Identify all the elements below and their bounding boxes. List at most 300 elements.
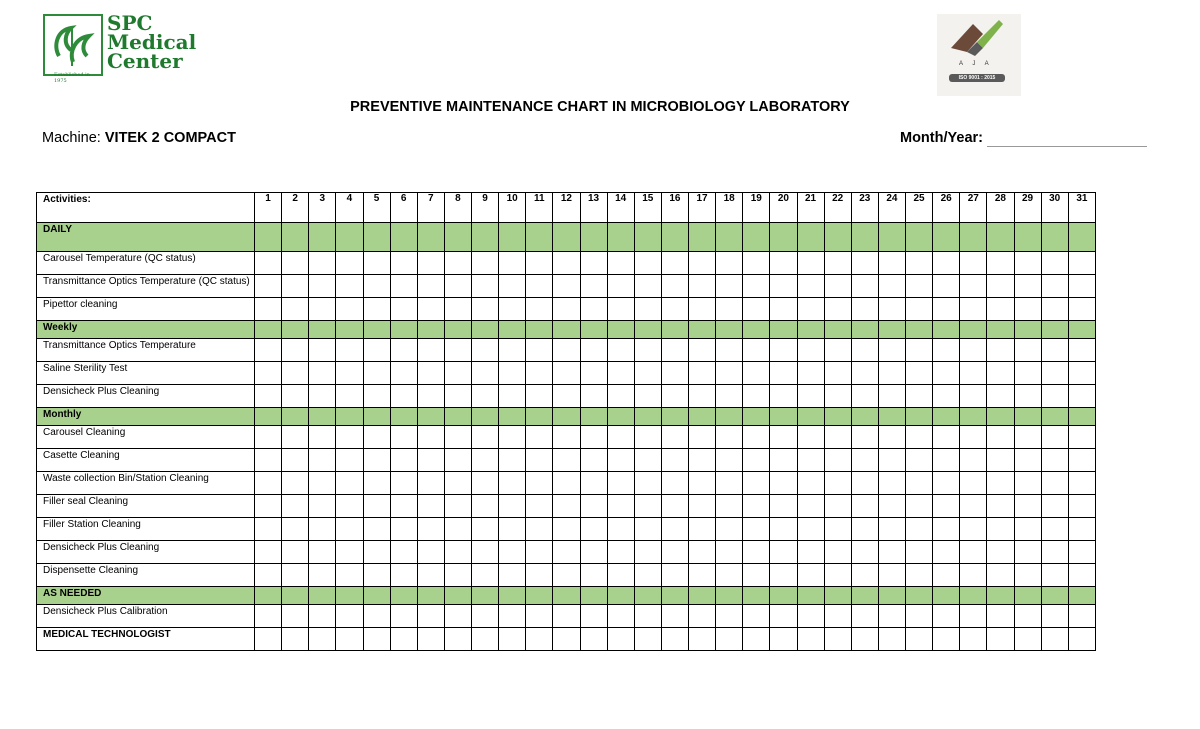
check-cell[interactable] (309, 385, 336, 408)
check-cell[interactable] (417, 472, 444, 495)
check-cell[interactable] (607, 518, 634, 541)
check-cell[interactable] (878, 541, 905, 564)
check-cell[interactable] (1068, 564, 1095, 587)
check-cell[interactable] (472, 385, 499, 408)
check-cell[interactable] (499, 385, 526, 408)
check-cell[interactable] (363, 564, 390, 587)
check-cell[interactable] (363, 472, 390, 495)
check-cell[interactable] (1068, 426, 1095, 449)
check-cell[interactable] (1014, 339, 1041, 362)
check-cell[interactable] (661, 541, 688, 564)
check-cell[interactable] (933, 472, 960, 495)
check-cell[interactable] (878, 385, 905, 408)
check-cell[interactable] (255, 298, 282, 321)
check-cell[interactable] (472, 298, 499, 321)
check-cell[interactable] (526, 339, 553, 362)
check-cell[interactable] (553, 362, 580, 385)
check-cell[interactable] (1014, 426, 1041, 449)
check-cell[interactable] (444, 495, 471, 518)
check-cell[interactable] (824, 564, 851, 587)
check-cell[interactable] (770, 495, 797, 518)
check-cell[interactable] (661, 472, 688, 495)
check-cell[interactable] (444, 426, 471, 449)
check-cell[interactable] (417, 252, 444, 275)
check-cell[interactable] (933, 385, 960, 408)
check-cell[interactable] (309, 339, 336, 362)
check-cell[interactable] (743, 298, 770, 321)
check-cell[interactable] (878, 426, 905, 449)
check-cell[interactable] (960, 605, 987, 628)
month-year-input-line[interactable] (987, 146, 1147, 147)
check-cell[interactable] (417, 518, 444, 541)
check-cell[interactable] (987, 605, 1014, 628)
check-cell[interactable] (1041, 628, 1068, 651)
check-cell[interactable] (716, 298, 743, 321)
check-cell[interactable] (906, 339, 933, 362)
check-cell[interactable] (906, 518, 933, 541)
check-cell[interactable] (580, 252, 607, 275)
check-cell[interactable] (906, 541, 933, 564)
check-cell[interactable] (1068, 339, 1095, 362)
check-cell[interactable] (363, 275, 390, 298)
check-cell[interactable] (851, 628, 878, 651)
check-cell[interactable] (255, 252, 282, 275)
check-cell[interactable] (309, 449, 336, 472)
check-cell[interactable] (851, 298, 878, 321)
check-cell[interactable] (553, 339, 580, 362)
check-cell[interactable] (689, 252, 716, 275)
check-cell[interactable] (417, 362, 444, 385)
check-cell[interactable] (851, 564, 878, 587)
check-cell[interactable] (689, 362, 716, 385)
check-cell[interactable] (282, 495, 309, 518)
check-cell[interactable] (851, 362, 878, 385)
check-cell[interactable] (607, 628, 634, 651)
check-cell[interactable] (797, 298, 824, 321)
check-cell[interactable] (1014, 541, 1041, 564)
check-cell[interactable] (363, 362, 390, 385)
check-cell[interactable] (472, 605, 499, 628)
check-cell[interactable] (987, 541, 1014, 564)
check-cell[interactable] (255, 339, 282, 362)
check-cell[interactable] (553, 275, 580, 298)
check-cell[interactable] (1041, 564, 1068, 587)
check-cell[interactable] (580, 385, 607, 408)
check-cell[interactable] (472, 564, 499, 587)
check-cell[interactable] (499, 298, 526, 321)
check-cell[interactable] (661, 252, 688, 275)
check-cell[interactable] (1014, 628, 1041, 651)
check-cell[interactable] (824, 298, 851, 321)
check-cell[interactable] (1014, 518, 1041, 541)
check-cell[interactable] (716, 564, 743, 587)
check-cell[interactable] (282, 385, 309, 408)
check-cell[interactable] (336, 605, 363, 628)
check-cell[interactable] (851, 495, 878, 518)
check-cell[interactable] (472, 472, 499, 495)
check-cell[interactable] (580, 298, 607, 321)
check-cell[interactable] (607, 541, 634, 564)
check-cell[interactable] (1041, 298, 1068, 321)
check-cell[interactable] (1068, 518, 1095, 541)
check-cell[interactable] (634, 298, 661, 321)
check-cell[interactable] (526, 362, 553, 385)
check-cell[interactable] (336, 275, 363, 298)
check-cell[interactable] (444, 298, 471, 321)
check-cell[interactable] (960, 426, 987, 449)
check-cell[interactable] (363, 385, 390, 408)
check-cell[interactable] (553, 564, 580, 587)
check-cell[interactable] (933, 362, 960, 385)
check-cell[interactable] (770, 339, 797, 362)
check-cell[interactable] (1041, 472, 1068, 495)
check-cell[interactable] (607, 362, 634, 385)
check-cell[interactable] (1041, 385, 1068, 408)
check-cell[interactable] (824, 426, 851, 449)
check-cell[interactable] (472, 275, 499, 298)
check-cell[interactable] (526, 426, 553, 449)
check-cell[interactable] (282, 275, 309, 298)
check-cell[interactable] (824, 541, 851, 564)
check-cell[interactable] (1041, 426, 1068, 449)
check-cell[interactable] (444, 385, 471, 408)
check-cell[interactable] (417, 426, 444, 449)
check-cell[interactable] (336, 362, 363, 385)
check-cell[interactable] (607, 495, 634, 518)
check-cell[interactable] (933, 252, 960, 275)
check-cell[interactable] (960, 298, 987, 321)
check-cell[interactable] (499, 362, 526, 385)
check-cell[interactable] (960, 472, 987, 495)
check-cell[interactable] (770, 362, 797, 385)
check-cell[interactable] (960, 628, 987, 651)
check-cell[interactable] (661, 275, 688, 298)
check-cell[interactable] (689, 564, 716, 587)
check-cell[interactable] (634, 385, 661, 408)
check-cell[interactable] (526, 495, 553, 518)
check-cell[interactable] (770, 449, 797, 472)
check-cell[interactable] (906, 628, 933, 651)
check-cell[interactable] (797, 252, 824, 275)
check-cell[interactable] (1068, 298, 1095, 321)
check-cell[interactable] (933, 628, 960, 651)
check-cell[interactable] (526, 541, 553, 564)
check-cell[interactable] (824, 495, 851, 518)
check-cell[interactable] (987, 564, 1014, 587)
check-cell[interactable] (417, 298, 444, 321)
check-cell[interactable] (309, 518, 336, 541)
check-cell[interactable] (526, 385, 553, 408)
check-cell[interactable] (580, 541, 607, 564)
check-cell[interactable] (987, 362, 1014, 385)
check-cell[interactable] (906, 362, 933, 385)
check-cell[interactable] (390, 518, 417, 541)
check-cell[interactable] (282, 518, 309, 541)
check-cell[interactable] (634, 495, 661, 518)
check-cell[interactable] (743, 541, 770, 564)
check-cell[interactable] (716, 449, 743, 472)
check-cell[interactable] (499, 495, 526, 518)
check-cell[interactable] (255, 426, 282, 449)
check-cell[interactable] (960, 518, 987, 541)
check-cell[interactable] (607, 385, 634, 408)
check-cell[interactable] (1068, 362, 1095, 385)
check-cell[interactable] (390, 339, 417, 362)
check-cell[interactable] (689, 339, 716, 362)
check-cell[interactable] (878, 298, 905, 321)
check-cell[interactable] (499, 449, 526, 472)
check-cell[interactable] (878, 518, 905, 541)
check-cell[interactable] (689, 495, 716, 518)
check-cell[interactable] (743, 339, 770, 362)
check-cell[interactable] (282, 362, 309, 385)
check-cell[interactable] (444, 275, 471, 298)
check-cell[interactable] (580, 275, 607, 298)
check-cell[interactable] (444, 518, 471, 541)
check-cell[interactable] (878, 495, 905, 518)
check-cell[interactable] (390, 298, 417, 321)
check-cell[interactable] (797, 472, 824, 495)
check-cell[interactable] (797, 564, 824, 587)
check-cell[interactable] (878, 339, 905, 362)
check-cell[interactable] (960, 339, 987, 362)
check-cell[interactable] (1014, 564, 1041, 587)
check-cell[interactable] (1014, 298, 1041, 321)
check-cell[interactable] (960, 385, 987, 408)
check-cell[interactable] (878, 605, 905, 628)
check-cell[interactable] (363, 298, 390, 321)
check-cell[interactable] (363, 449, 390, 472)
check-cell[interactable] (309, 628, 336, 651)
check-cell[interactable] (363, 628, 390, 651)
check-cell[interactable] (634, 628, 661, 651)
check-cell[interactable] (824, 385, 851, 408)
check-cell[interactable] (607, 605, 634, 628)
check-cell[interactable] (1068, 605, 1095, 628)
check-cell[interactable] (607, 564, 634, 587)
check-cell[interactable] (987, 385, 1014, 408)
check-cell[interactable] (499, 541, 526, 564)
check-cell[interactable] (851, 472, 878, 495)
check-cell[interactable] (336, 426, 363, 449)
check-cell[interactable] (1068, 275, 1095, 298)
check-cell[interactable] (417, 541, 444, 564)
check-cell[interactable] (770, 252, 797, 275)
check-cell[interactable] (1068, 385, 1095, 408)
check-cell[interactable] (743, 495, 770, 518)
check-cell[interactable] (906, 564, 933, 587)
check-cell[interactable] (1041, 495, 1068, 518)
check-cell[interactable] (743, 472, 770, 495)
check-cell[interactable] (580, 339, 607, 362)
check-cell[interactable] (255, 564, 282, 587)
check-cell[interactable] (851, 385, 878, 408)
check-cell[interactable] (390, 472, 417, 495)
check-cell[interactable] (363, 518, 390, 541)
check-cell[interactable] (499, 426, 526, 449)
check-cell[interactable] (499, 252, 526, 275)
check-cell[interactable] (851, 541, 878, 564)
check-cell[interactable] (580, 472, 607, 495)
check-cell[interactable] (770, 385, 797, 408)
check-cell[interactable] (634, 518, 661, 541)
check-cell[interactable] (661, 495, 688, 518)
check-cell[interactable] (716, 495, 743, 518)
check-cell[interactable] (526, 564, 553, 587)
check-cell[interactable] (770, 541, 797, 564)
check-cell[interactable] (661, 605, 688, 628)
check-cell[interactable] (363, 426, 390, 449)
check-cell[interactable] (716, 518, 743, 541)
check-cell[interactable] (960, 541, 987, 564)
check-cell[interactable] (444, 362, 471, 385)
check-cell[interactable] (607, 472, 634, 495)
check-cell[interactable] (1068, 541, 1095, 564)
check-cell[interactable] (607, 426, 634, 449)
check-cell[interactable] (553, 385, 580, 408)
check-cell[interactable] (743, 628, 770, 651)
check-cell[interactable] (390, 362, 417, 385)
check-cell[interactable] (960, 252, 987, 275)
check-cell[interactable] (390, 541, 417, 564)
check-cell[interactable] (417, 628, 444, 651)
check-cell[interactable] (444, 628, 471, 651)
check-cell[interactable] (634, 541, 661, 564)
check-cell[interactable] (444, 339, 471, 362)
check-cell[interactable] (797, 339, 824, 362)
check-cell[interactable] (987, 628, 1014, 651)
check-cell[interactable] (444, 472, 471, 495)
check-cell[interactable] (743, 564, 770, 587)
check-cell[interactable] (1014, 362, 1041, 385)
check-cell[interactable] (417, 275, 444, 298)
check-cell[interactable] (1068, 449, 1095, 472)
check-cell[interactable] (255, 605, 282, 628)
check-cell[interactable] (1014, 495, 1041, 518)
check-cell[interactable] (472, 518, 499, 541)
check-cell[interactable] (553, 605, 580, 628)
check-cell[interactable] (553, 495, 580, 518)
check-cell[interactable] (309, 426, 336, 449)
check-cell[interactable] (553, 628, 580, 651)
check-cell[interactable] (743, 275, 770, 298)
check-cell[interactable] (716, 385, 743, 408)
check-cell[interactable] (824, 605, 851, 628)
check-cell[interactable] (444, 541, 471, 564)
check-cell[interactable] (824, 449, 851, 472)
check-cell[interactable] (960, 564, 987, 587)
check-cell[interactable] (716, 252, 743, 275)
check-cell[interactable] (716, 275, 743, 298)
check-cell[interactable] (309, 252, 336, 275)
check-cell[interactable] (255, 449, 282, 472)
check-cell[interactable] (336, 495, 363, 518)
check-cell[interactable] (526, 628, 553, 651)
check-cell[interactable] (797, 362, 824, 385)
check-cell[interactable] (851, 518, 878, 541)
check-cell[interactable] (689, 298, 716, 321)
check-cell[interactable] (933, 518, 960, 541)
check-cell[interactable] (987, 339, 1014, 362)
check-cell[interactable] (282, 449, 309, 472)
check-cell[interactable] (580, 628, 607, 651)
check-cell[interactable] (499, 275, 526, 298)
check-cell[interactable] (689, 518, 716, 541)
check-cell[interactable] (1014, 252, 1041, 275)
check-cell[interactable] (797, 518, 824, 541)
check-cell[interactable] (743, 449, 770, 472)
check-cell[interactable] (634, 252, 661, 275)
check-cell[interactable] (607, 275, 634, 298)
check-cell[interactable] (634, 426, 661, 449)
check-cell[interactable] (309, 541, 336, 564)
check-cell[interactable] (472, 541, 499, 564)
check-cell[interactable] (1041, 275, 1068, 298)
check-cell[interactable] (499, 564, 526, 587)
check-cell[interactable] (282, 426, 309, 449)
check-cell[interactable] (580, 426, 607, 449)
check-cell[interactable] (933, 541, 960, 564)
check-cell[interactable] (282, 564, 309, 587)
check-cell[interactable] (282, 472, 309, 495)
check-cell[interactable] (878, 362, 905, 385)
check-cell[interactable] (309, 564, 336, 587)
check-cell[interactable] (797, 385, 824, 408)
check-cell[interactable] (282, 298, 309, 321)
check-cell[interactable] (309, 275, 336, 298)
check-cell[interactable] (390, 385, 417, 408)
check-cell[interactable] (336, 252, 363, 275)
check-cell[interactable] (390, 252, 417, 275)
check-cell[interactable] (824, 628, 851, 651)
check-cell[interactable] (499, 518, 526, 541)
check-cell[interactable] (661, 449, 688, 472)
check-cell[interactable] (1041, 605, 1068, 628)
check-cell[interactable] (336, 564, 363, 587)
check-cell[interactable] (526, 252, 553, 275)
check-cell[interactable] (607, 298, 634, 321)
check-cell[interactable] (526, 605, 553, 628)
check-cell[interactable] (770, 518, 797, 541)
check-cell[interactable] (444, 605, 471, 628)
check-cell[interactable] (933, 339, 960, 362)
check-cell[interactable] (661, 298, 688, 321)
check-cell[interactable] (933, 426, 960, 449)
check-cell[interactable] (526, 472, 553, 495)
check-cell[interactable] (472, 362, 499, 385)
check-cell[interactable] (390, 564, 417, 587)
check-cell[interactable] (770, 564, 797, 587)
check-cell[interactable] (553, 449, 580, 472)
check-cell[interactable] (797, 449, 824, 472)
check-cell[interactable] (336, 518, 363, 541)
check-cell[interactable] (743, 252, 770, 275)
check-cell[interactable] (553, 518, 580, 541)
check-cell[interactable] (824, 518, 851, 541)
check-cell[interactable] (309, 605, 336, 628)
check-cell[interactable] (336, 298, 363, 321)
check-cell[interactable] (1041, 449, 1068, 472)
check-cell[interactable] (906, 385, 933, 408)
check-cell[interactable] (634, 362, 661, 385)
check-cell[interactable] (906, 449, 933, 472)
check-cell[interactable] (661, 564, 688, 587)
check-cell[interactable] (906, 275, 933, 298)
check-cell[interactable] (987, 275, 1014, 298)
check-cell[interactable] (987, 495, 1014, 518)
check-cell[interactable] (526, 275, 553, 298)
check-cell[interactable] (987, 518, 1014, 541)
